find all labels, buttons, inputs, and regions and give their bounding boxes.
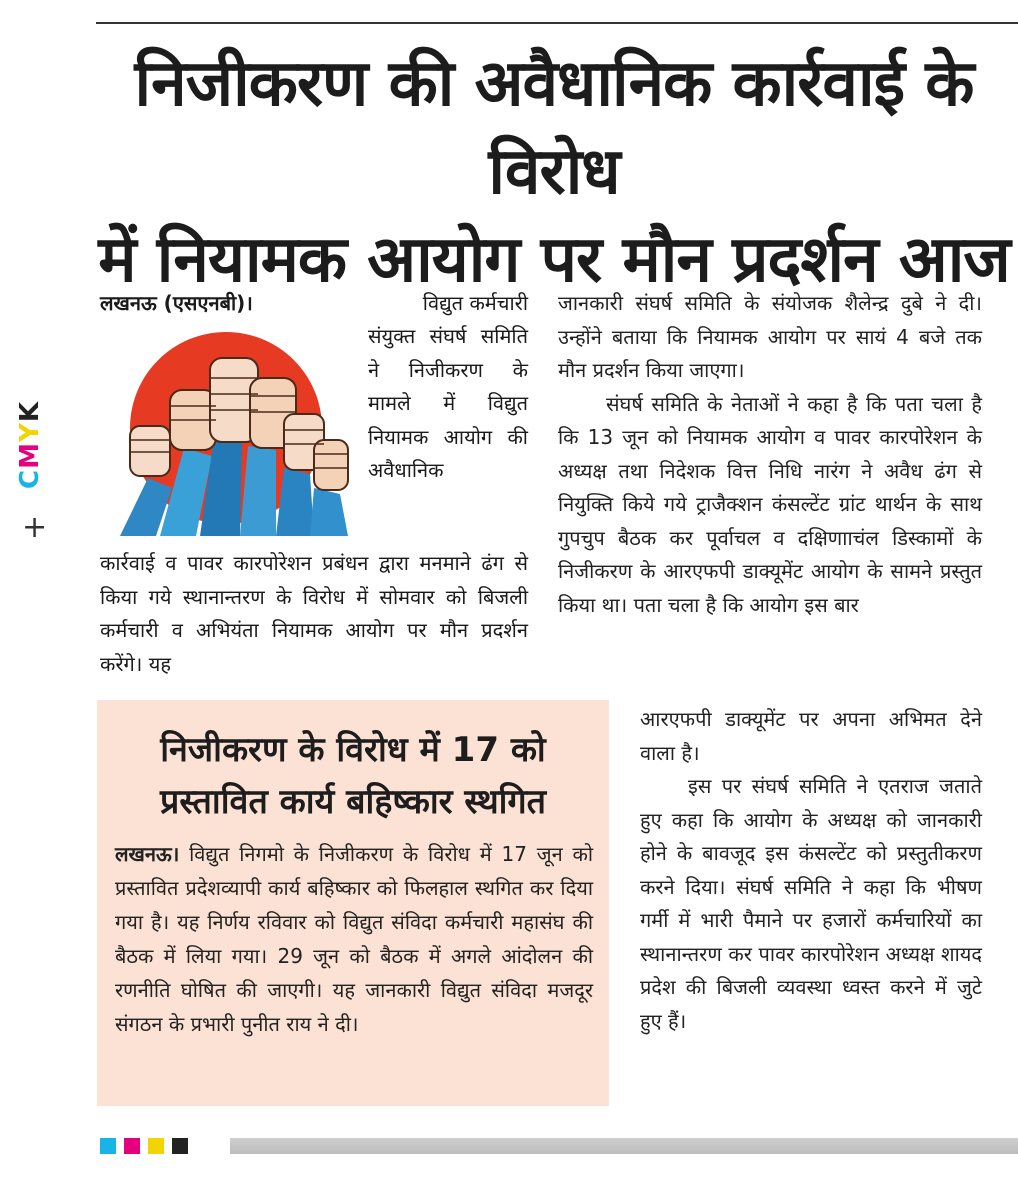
article-right-lower-p2: आरएफपी डाक्यूमेंट पर अपना अभिमत देने वाला है।: [640, 707, 982, 765]
boxed-title-line-1: निजीकरण के विरोध में 17 को: [160, 730, 546, 770]
cmyk-label: [15, 401, 45, 489]
article-intro-line: [100, 287, 528, 321]
swatch-magenta: [124, 1138, 140, 1154]
cmyk-y: Y: [14, 422, 45, 443]
article-right-p1: जानकारी संघर्ष समिति के संयोजक शैलेन्द्र दुबे ने दी। उन्होंने बताया कि नियामक आयोग पर सायं 4 बजे तक मौन प्रदर्शन किया जाएगा।: [558, 291, 982, 382]
swatch-cyan: [100, 1138, 116, 1154]
cmyk-registration-mark: [6, 370, 56, 550]
boxed-story-title: [97, 724, 609, 828]
cmyk-m: M: [14, 442, 45, 469]
boxed-story-body: [115, 837, 593, 1041]
boxed-title-line-2: प्रस्तावित कार्य बहिष्कार स्थगित: [159, 782, 547, 822]
boxed-story-byline: लखनऊ।: [115, 842, 180, 866]
article-right-lower-p3: इस पर संघर्ष समिति ने एतराज जताते हुए कहा कि आयोग के अध्यक्ष को जानकारी होने के बावजूद इस कंसल्टेंट को प्रस्तुतीकरण करने दिया। संघर्ष समिति ने कहा कि भीषण गर्मी में भारी पैमाने पर हजारों कर्मचारियों का स्थानान्तरण कर पावर कारपोरेशन अध्यक्ष शायद प्रदेश की बिजली व्यवस्था ध्वस्त करने में जुटे हुए हैं।: [640, 774, 982, 1033]
boxed-story: [97, 700, 609, 1106]
bottom-grey-bar: [230, 1138, 1018, 1154]
sleeve-6: [310, 488, 348, 536]
swatch-yellow: [148, 1138, 164, 1154]
fist-6: [314, 440, 348, 490]
boxed-story-text: विद्युत निगमो के निजीकरण के विरोध में 17 जून को प्रस्तावित प्रदेशव्यापी कार्य बहिष्कार को फिलहाल स्थगित कर दिया गया है। यह निर्णय रविवार को विद्युत संविदा कर्मचारी महासंघ की बैठक में लिया गया। 29 जून को बैठक में अगले आंदोलन की रणनीति घोषित की जाएगी। यह जानकारी विद्युत संविदा मजदूर संगठन के प्रभारी पुनीत राय ने दी।: [115, 842, 594, 1036]
headline-line-2: में नियामक आयोग पर मौन प्रदर्शन आज: [98, 223, 1010, 297]
color-swatches: [100, 1138, 188, 1154]
fist-1: [130, 426, 170, 476]
article-right-lower-column: [640, 703, 982, 1038]
article-narrow-column: संयुक्त संघर्ष समिति ने निजीकरण के मामले में विद्युत नियामक आयोग की अवैधानिक: [368, 324, 528, 482]
cmyk-k: K: [14, 401, 45, 423]
headline: [90, 40, 1018, 304]
article-right-p2: संघर्ष समिति के नेताओं ने कहा है कि पता चला है कि 13 जून को नियामक आयोग व पावर कारपोरेशन के अध्यक्ष तथा निदेशक वित्त निधि नारंग ने अवैध ढंग से नियुक्ति किये गये ट्राजैक्शन कंसल्टेंट ग्रांट थार्थन के साथ गुपचुप बैठक कर पूर्वाचल व दक्षिणााचंल डिस्कामों के निजीकरण के आरएफपी डाक्यूमेंट आयोग के सामने प्रस्तुत किया था। पता चला है कि आयोग इस बार: [558, 391, 982, 617]
article-byline: लखनऊ (एसएनबी)।: [100, 291, 253, 315]
crosshair-plus: +: [22, 510, 48, 545]
raised-fists-svg: [100, 328, 352, 536]
swatch-black: [172, 1138, 188, 1154]
article-left-bottom: कार्रवाई व पावर कारपोरेशन प्रबंधन द्वारा मनमाने ढंग से किया गये स्थानान्तरण के विरोध में सोमवार को बिजली कर्मचारी व अभियंता नियामक आयोग पर मौन प्रदर्शन करेंगे। यह: [100, 551, 528, 676]
headline-line-1: निजीकरण की अवैधानिक कार्रवाई के विरोध: [134, 47, 974, 209]
raised-fists-illustration-icon: [100, 328, 352, 536]
top-rule: [96, 22, 1018, 24]
article-right-column: [558, 287, 982, 622]
article-intro-inline: विद्युत कर्मचारी: [422, 291, 528, 315]
cmyk-c: C: [14, 468, 45, 489]
